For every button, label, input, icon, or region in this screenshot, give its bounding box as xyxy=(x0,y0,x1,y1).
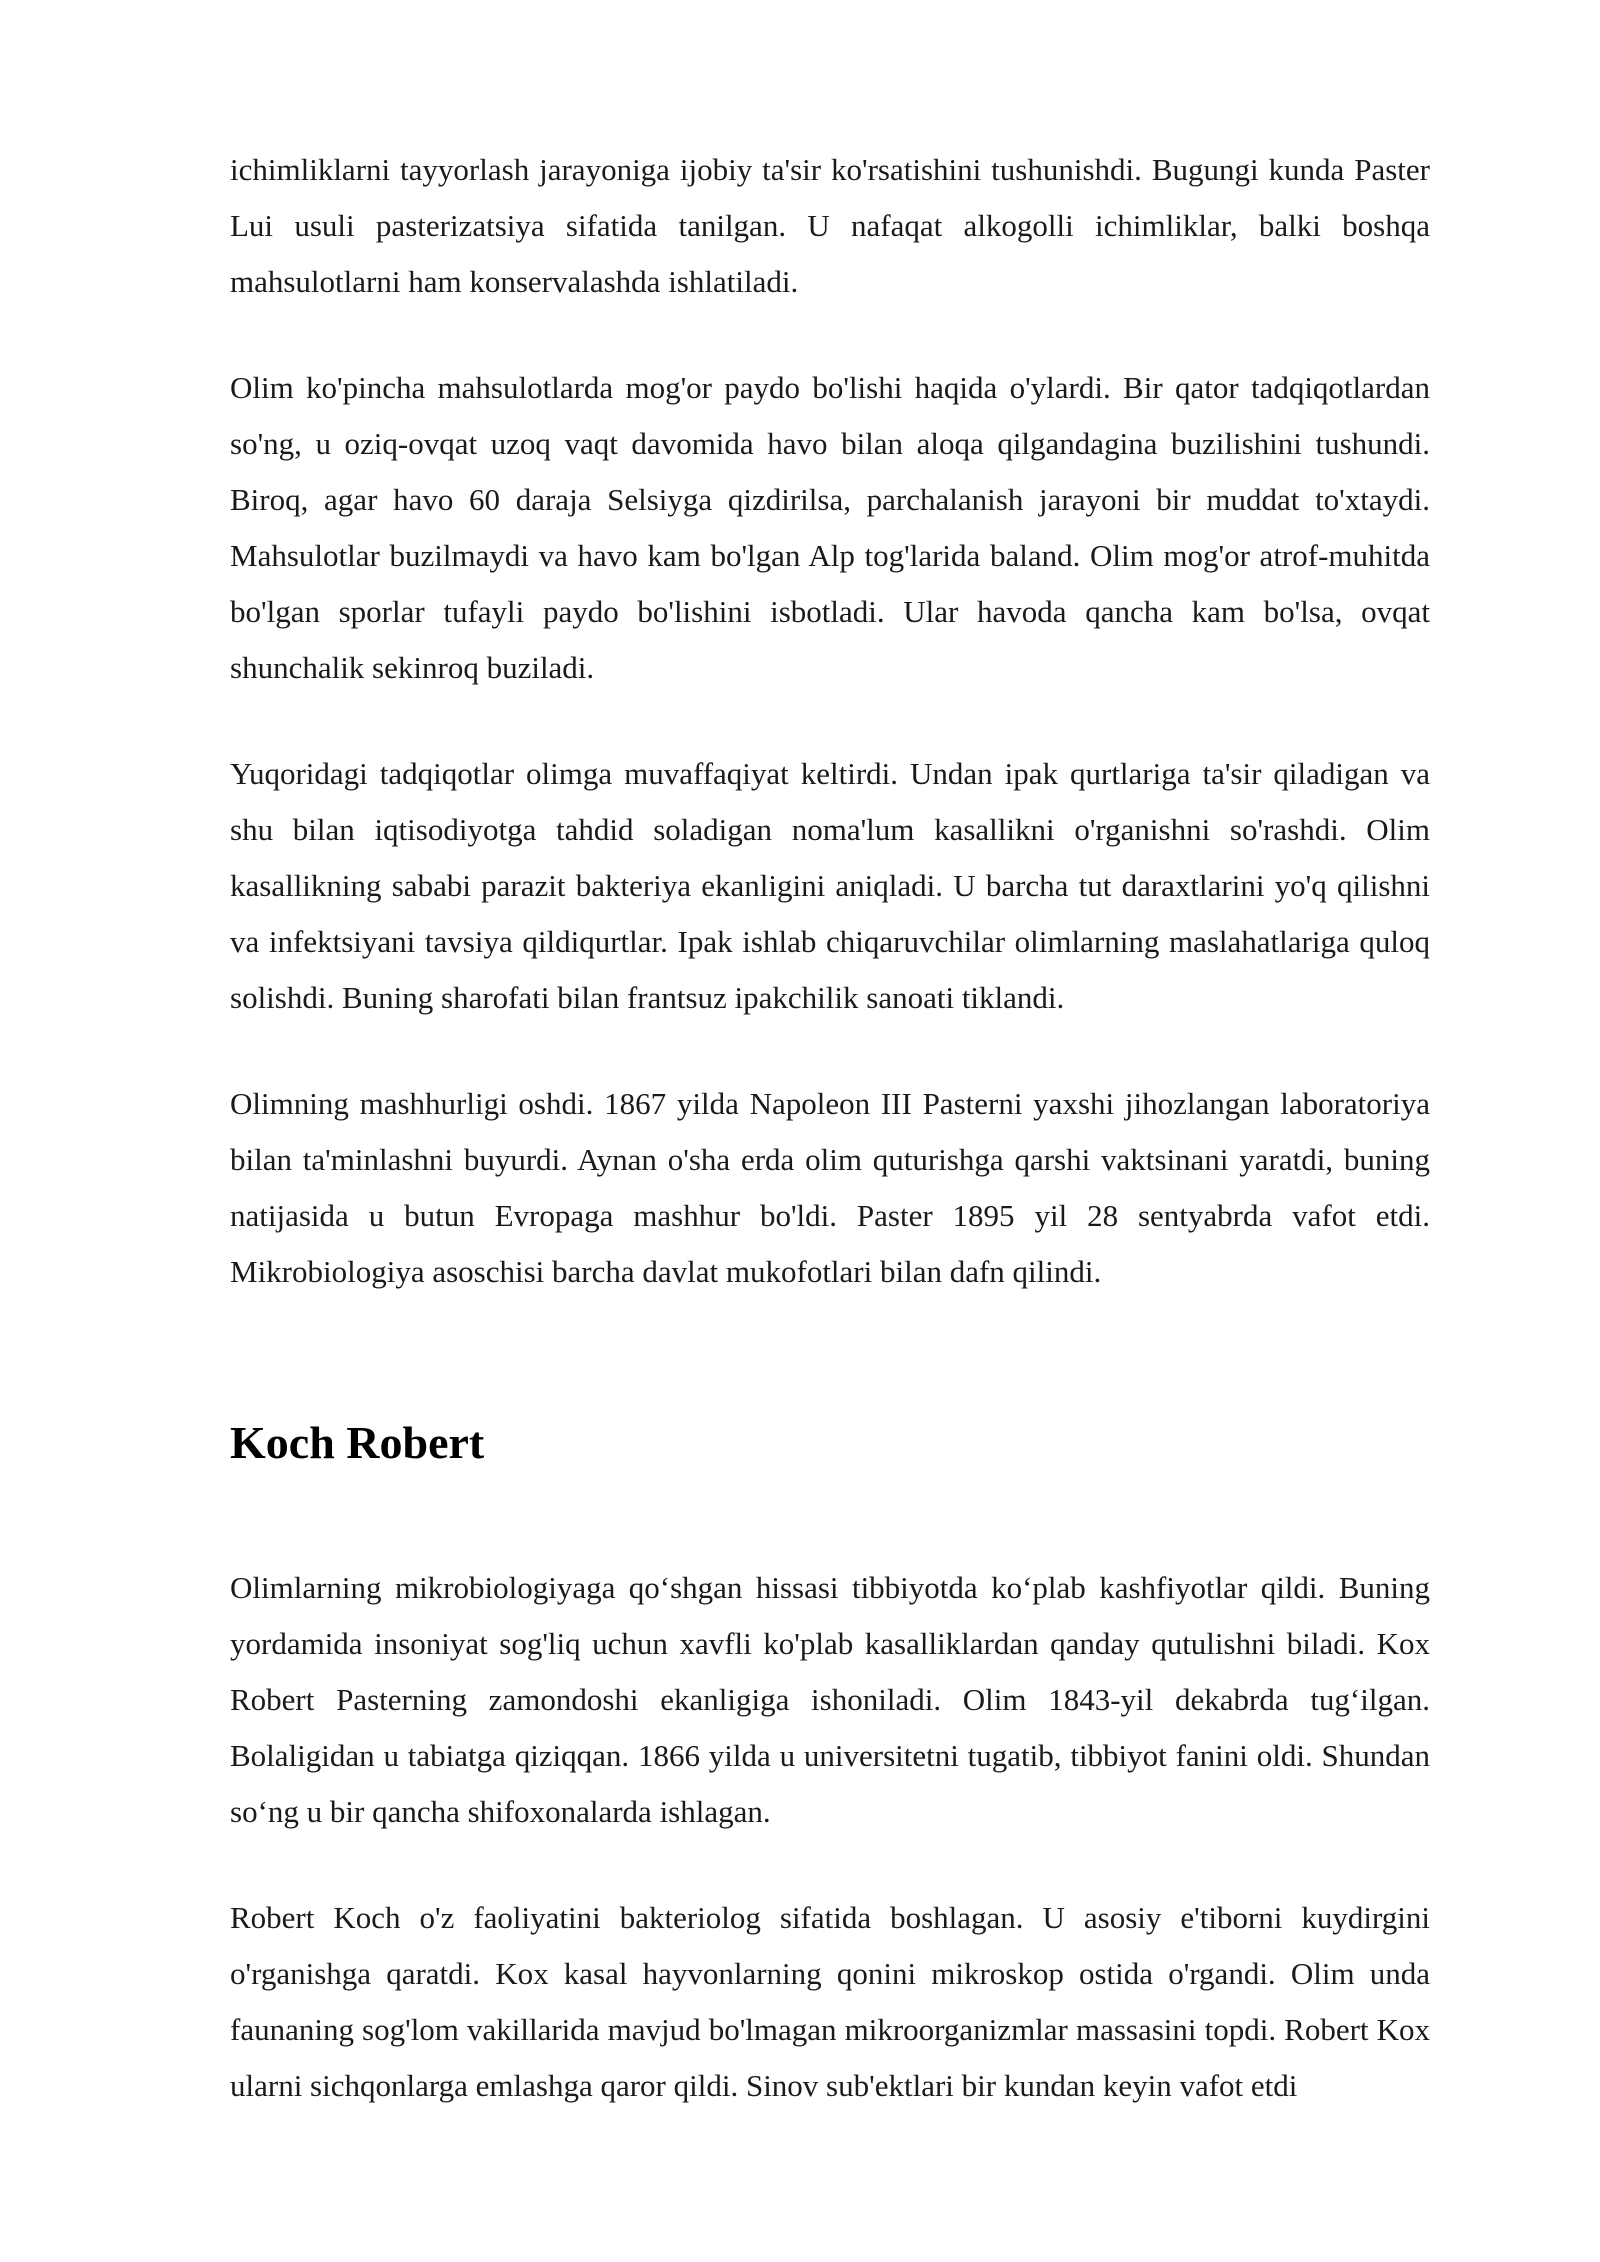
paragraph-silkworm-disease: Yuqoridagi tadqiqotlar olimga muvaffaqiyat keltirdi. Undan ipak qurtlariga ta'sir qiladigan va shu bilan iqtisodiyotga tahdid soladigan noma'lum kasallikni o'rganishni so'rashdi. Olim kasallikning sababi parazit bakteriya ekanligini aniqladi. U barcha tut daraxtlarini yo'q qilishni va infektsiyani tavsiya qildiqurtlar. Ipak ishlab chiqaruvchilar olimlarning maslahatlariga quloq solishdi. Buning sharofati bilan frantsuz ipakchilik sanoati tiklandi. xyxy=(230,756,1430,1015)
paragraph-fame-and-death: Olimning mashhurligi oshdi. 1867 yilda Napoleon III Pasterni yaxshi jihozlangan laboratoriya bilan ta'minlashni buyurdi. Aynan o'sha erda olim quturishga qarshi vaktsinani yaratdi, buning natijasida u butun Evropaga mashhur bo'ldi. Paster 1895 yil 28 sentyabrda vafot etdi. Mikrobiologiya asoschisi barcha davlat mukofotlari bilan dafn qilindi. xyxy=(230,1086,1430,1289)
paragraph-pasteurization: ichimliklarni tayyorlash jarayoniga ijobiy ta'sir ko'rsatishini tushunishdi. Bugungi kunda Paster Lui usuli pasterizatsiya sifatida tanilgan. U nafaqat alkogolli ichimliklar, balki boshqa mahsulotlarni ham konservalashda ishlatiladi. xyxy=(230,152,1430,299)
paragraph-koch-intro: Olimlarning mikrobiologiyaga qo‘shgan hissasi tibbiyotda ko‘plab kashfiyotlar qildi. Buning yordamida insoniyat sog'liq uchun xavfli ko'plab kasalliklardan qanday qutulishni biladi. Kox Robert Pasterning zamondoshi ekanligiga ishoniladi. Olim 1843-yil dekabrda tug‘ilgan. Bolaligidan u tabiatga qiziqqan. 1866 yilda u universitetni tugatib, tibbiyot fanini oldi. Shundan so‘ng u bir qancha shifoxonalarda ishlagan. xyxy=(230,1570,1430,1829)
section-heading: Koch Robert xyxy=(230,1417,485,1468)
paragraph-koch-bacteriology: Robert Koch o'z faoliyatini bakteriolog sifatida boshlagan. U asosiy e'tiborni kuydirgini o'rganishga qaratdi. Kox kasal hayvonlarning qonini mikroskop ostida o'rgandi. Olim unda faunaning sog'lom vakillarida mavjud bo'lmagan mikroorganizmlar massasini topdi. Robert Kox ularni sichqonlarga emlashga qaror qildi. Sinov sub'ektlari bir kundan keyin vafot etdi xyxy=(230,1900,1430,2103)
document-page xyxy=(230,142,1430,2114)
paragraph-mold-research: Olim ko'pincha mahsulotlarda mog'or paydo bo'lishi haqida o'ylardi. Bir qator tadqiqotlardan so'ng, u oziq-ovqat uzoq vaqt davomida havo bilan aloqa qilgandagina buzilishini tushundi. Biroq, agar havo 60 daraja Selsiyga qizdirilsa, parchalanish jarayoni bir muddat to'xtaydi. Mahsulotlar buzilmaydi va havo kam bo'lgan Alp tog'larida baland. Olim mog'or atrof-muhitda bo'lgan sporlar tufayli paydo bo'lishini isbotladi. Ular havoda qancha kam bo'lsa, ovqat shunchalik sekinroq buziladi. xyxy=(230,370,1430,685)
